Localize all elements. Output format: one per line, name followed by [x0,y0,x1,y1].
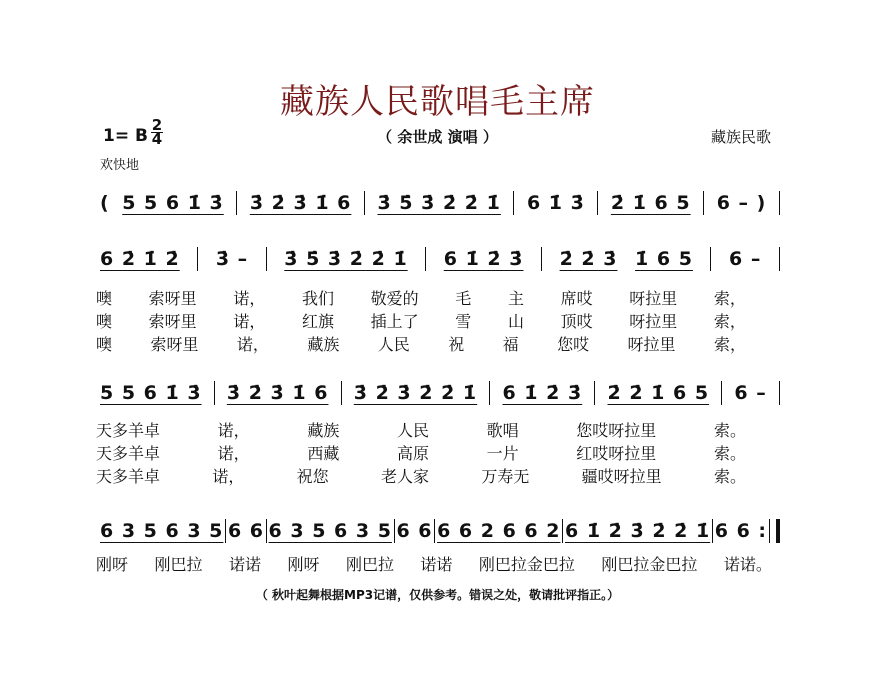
barline [779,247,780,271]
barline [225,519,226,543]
barline [541,247,542,271]
notation-measure: 3̇ 5̇ 3̇ 2̇ 2̇ 1̇ [284,248,408,270]
notation-line-3 [100,518,780,544]
lyric-word: 天多羊卓 [96,444,161,463]
singer-credit: （ 余世成 演唱 ） [377,128,498,146]
lyric-word: 万寿无 [481,467,530,486]
barline [266,247,267,271]
lyric-word: 您哎 [557,335,590,354]
lyric-word: 祝 [448,335,465,354]
notation-measure: 6 2̇ 1̇ 2̇ [100,248,180,270]
lyric-word: 山 [507,312,524,331]
lyric-word: 西藏 [307,444,340,463]
barline [214,381,215,405]
lyric-word: 敬爱的 [370,289,419,308]
barline [712,519,713,543]
notation-measure: 6 6 : [714,520,768,542]
notation-measure: 3̇ 5̇ 3̇ 2̇ 2̇ 1̇ [377,192,501,214]
lyric-word: 毛 [455,289,472,308]
notation-measure: 6 3 5 6 3 5 [268,520,392,542]
notation-measure: 6 – [734,382,767,404]
lyric-word: 藏族 [307,421,340,440]
lyric-word: 呀拉里 [629,312,678,331]
lyric-word: 诺， [212,467,245,486]
lyric-word: 雪 [455,312,472,331]
barline [266,519,267,543]
barline [594,381,595,405]
lyric-word: 您哎呀拉里 [576,421,657,440]
notation-measure: 3̇ – [215,248,249,270]
lyric-word: 诺诺 [420,555,453,574]
lyric-word: 诺， [236,335,269,354]
lyric-word: 歌唱 [486,421,519,440]
lyric-word: 主 [507,289,524,308]
barline [710,247,711,271]
lyric-word: 索。 [713,421,746,440]
notation-measure: 6 6 2 6 6 2 [437,520,561,542]
lyric-word: 刚巴拉金巴拉 [478,555,575,574]
lyric-word: 索， [713,335,746,354]
barline [779,381,780,405]
notation-measure: 6 1̇ 2̇ 3̇ 2̇ 2̇ 1̇ [565,520,711,542]
barline [779,191,780,215]
lyric-word: 诺， [233,312,266,331]
barline [364,191,365,215]
barline [489,381,490,405]
lyric-word: 索呀里 [150,335,199,354]
lyric-word: 索， [713,289,746,308]
lyric-word: 人民 [377,335,410,354]
notation-measure: 2̇ 1̇ 6 5 [610,192,691,214]
lyric-word: 祝您 [296,467,329,486]
barline [236,191,237,215]
lyric-word: 刚呀 [287,555,320,574]
barline [513,191,514,215]
notation-measure: 6 1̇ 2̇ 3̇ [443,248,524,270]
lyric-word: 刚巴拉 [154,555,203,574]
lyric-word: 索， [713,312,746,331]
barline [562,519,563,543]
lyric-word: 刚呀 [96,555,129,574]
lyric-word: 噢 [96,289,113,308]
song-title: 藏族人民歌唱毛主席 [280,82,595,122]
lyric-word: 噢 [96,335,113,354]
intro-bracket: ( [100,192,110,214]
key-signature: 1= B [103,126,148,146]
lyric-word: 呀拉里 [629,289,678,308]
barline [434,519,435,543]
notation-measure: 2̇ 2̇ 1̇ 6 5 [607,382,710,404]
barline [721,381,722,405]
notation-measure: 6 1̇ 3̇ [526,192,585,214]
time-signature-bottom: 4 [151,130,163,148]
notation-measure: 3̇ 2̇ 3̇ 1̇ 6 [226,382,329,404]
lyric-word: 老人家 [380,467,429,486]
lyric-word: 刚巴拉 [345,555,394,574]
lyric-word: 诺， [217,421,250,440]
footnote: （ 秋叶起舞根据MP3记谱，仅供参考。错误之处，敬请批评指正。） [255,588,620,602]
lyric-line [96,309,746,331]
notation-line-1 [100,246,780,272]
lyric-line [96,552,772,574]
notation-measure: 6 1̇ 2̇ 3̇ [502,382,583,404]
intro-notation [100,190,780,216]
barline [425,247,426,271]
lyric-word: 顶哎 [560,312,593,331]
notation-measure: 6 – [729,248,762,270]
lyric-word: 诺诺 [228,555,261,574]
lyric-word: 呀拉里 [627,335,676,354]
tempo-marking: 欢快地 [100,158,140,173]
lyric-word: 高原 [396,444,429,463]
lyric-word: 福 [502,335,519,354]
notation-line-2 [100,380,780,406]
notation-measure: 3̇ 2̇ 3̇ 2̇ 2̇ 1̇ [353,382,478,404]
lyric-word: 噢 [96,312,113,331]
lyric-line [96,286,746,308]
lyric-word: 红哎呀拉里 [576,444,657,463]
lyric-word: 天多羊卓 [96,421,161,440]
lyric-word: 刚巴拉金巴拉 [601,555,698,574]
lyric-word: 诺诺。 [723,555,772,574]
lyric-word: 索呀里 [148,312,197,331]
barline [341,381,342,405]
origin-label: 藏族民歌 [710,128,771,146]
lyric-word: 索。 [713,467,746,486]
lyric-word: 天多羊卓 [96,467,161,486]
notation-measure: 6 3 5 6 3 5 [100,520,224,542]
lyric-word: 疆哎呀拉里 [581,467,662,486]
lyric-line [96,464,746,486]
lyric-word: 诺， [233,289,266,308]
lyric-word: 索。 [713,444,746,463]
barline [394,519,395,543]
lyric-word: 红旗 [301,312,334,331]
lyric-word: 一片 [486,444,519,463]
repeat-end-barline [769,519,780,543]
notation-measure: 3̇ 2̇ 3̇ 1̇ 6 [249,192,352,214]
lyric-word: 插上了 [370,312,419,331]
barline [703,191,704,215]
lyric-word: 索呀里 [148,289,197,308]
notation-measure: 6 6 [396,520,433,542]
notation-measure: 2̇ 2̇ 3̇ [559,248,618,270]
time-signature [150,116,164,148]
lyric-word: 诺， [217,444,250,463]
lyric-line [96,418,746,440]
notation-measure: 5 5 6 1̇ 3̇ [122,192,224,214]
lyric-word: 席哎 [560,289,593,308]
lyric-word: 人民 [396,421,429,440]
lyric-line [96,441,746,463]
lyric-word: 我们 [301,289,334,308]
barline [197,247,198,271]
notation-measure: 5 5 6 1̇ 3̇ [100,382,202,404]
time-signature-top: 2 [151,116,163,134]
notation-measure: 1̇ 6 5 [635,248,693,270]
notation-measure: 6 – ) [716,192,767,214]
notation-measure: 6 6 [227,520,264,542]
barline [597,191,598,215]
lyric-line [96,332,746,354]
lyric-word: 藏族 [307,335,340,354]
